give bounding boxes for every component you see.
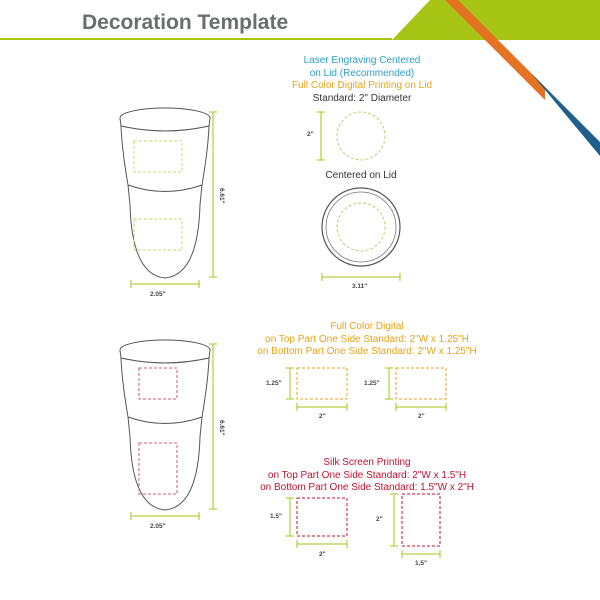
- lid-engraving-circle: [337, 112, 385, 160]
- silk-screen-caption-line1: Silk Screen Printing: [323, 457, 411, 468]
- lid-width-dim: [322, 273, 400, 281]
- lid-width-label: 3.11": [352, 283, 368, 290]
- lid-caption-line2: on Lid (Recommended): [309, 67, 415, 79]
- tumbler-top: [120, 108, 210, 278]
- full-color-caption-line1: Full Color Digital: [330, 321, 404, 332]
- centered-on-lid-label: Centered on Lid: [325, 170, 397, 181]
- page-title: Decoration Template: [82, 11, 289, 34]
- full-color-box1-width: 2": [319, 413, 326, 420]
- lid-circle-dim: [317, 112, 325, 160]
- full-color-box2-width: 2": [418, 413, 425, 420]
- lid-outer-circle: [322, 188, 400, 266]
- silk-screen-box2-width: 1.5": [415, 560, 428, 567]
- silk-screen-caption: [242, 457, 492, 495]
- full-color-caption-line2: on Top Part One Side Standard: 2"W x 1.25"H: [265, 333, 469, 345]
- silk-screen-box1-height: 1.5": [270, 513, 283, 520]
- silk-screen-caption-line2: on Top Part One Side Standard: 2"W x 1.5"H: [267, 469, 467, 481]
- silk-screen-box-top: [297, 498, 347, 536]
- full-color-box1-height: 1.25": [266, 380, 282, 387]
- full-color-box-top: [297, 368, 347, 399]
- full-color-caption: [242, 321, 492, 359]
- lid-caption-line3: Full Color Digital Printing on Lid: [291, 80, 433, 91]
- silk-screen-caption-line3: on Bottom Part One Side Standard: 1.5"W x 2"H: [260, 482, 474, 493]
- lid-caption-line1: Laser Engraving Centered: [303, 55, 421, 66]
- lid-caption: [262, 55, 462, 105]
- bottom-tumbler-height-label: 6.61": [218, 420, 225, 436]
- bottom-tumbler-width-label: 2.05": [150, 523, 166, 530]
- corner-green-band: [392, 0, 600, 40]
- silk-screen-box2-height: 2": [376, 516, 383, 523]
- full-color-dims: [286, 368, 446, 411]
- silk-screen-box-bottom: [402, 494, 440, 546]
- silk-screen-box1-width: 2": [319, 551, 326, 558]
- top-tumbler-width-label: 2.05": [150, 291, 166, 298]
- full-color-box-bottom: [396, 368, 446, 399]
- full-color-caption-line3: on Bottom Part One Side Standard: 2"W x 1.25"H: [257, 346, 477, 357]
- top-tumbler-height-label: 6.61": [218, 188, 225, 204]
- lid-circle-dim-label: 2": [307, 131, 314, 138]
- full-color-box2-height: 1.25": [364, 380, 380, 387]
- lid-caption-line4: Standard: 2" Diameter: [312, 92, 412, 104]
- silk-screen-dims: [286, 494, 440, 558]
- tumbler-bottom: [120, 340, 210, 510]
